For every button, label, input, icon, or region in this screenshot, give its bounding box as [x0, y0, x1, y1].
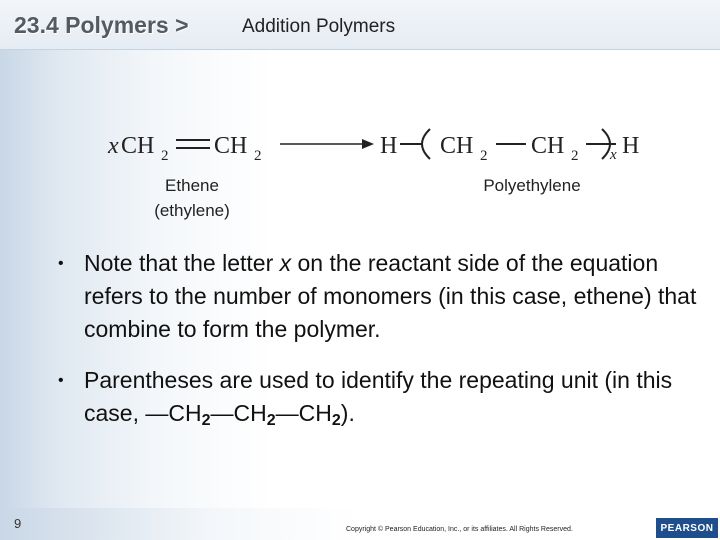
- bullet-note-x: • Note that the letter x on the reactant side of the equation refers to the number of monomers (in this case, ethene) that combine to form the polymer.: [58, 247, 698, 346]
- bullet-list: [58, 247, 698, 430]
- footer-band: [0, 508, 720, 540]
- product-ch-2: CH: [531, 133, 565, 159]
- reactant-sub-left: 2: [161, 148, 169, 164]
- pearson-logo: [656, 518, 718, 538]
- reactant-coefficient: x: [108, 133, 119, 159]
- label-ethene: Ethene: [165, 176, 219, 195]
- section-title: 23.4 Polymers >: [14, 12, 189, 38]
- copyright-notice: Copyright © Pearson Education, Inc., or its affiliates. All Rights Reserved.: [346, 526, 573, 533]
- product-sub-2: 2: [571, 148, 579, 164]
- logo-text: PEARSON: [660, 522, 714, 534]
- label-ethylene: (ethylene): [154, 201, 230, 220]
- reaction-arrow-head: [362, 139, 374, 149]
- product-ch-1: CH: [440, 133, 474, 159]
- product-h-right: H: [622, 133, 640, 159]
- reactant-ch-right: CH: [214, 133, 248, 159]
- slide-subtitle: Addition Polymers: [242, 16, 396, 37]
- bullet-marker: •: [58, 255, 64, 272]
- variable-x: x: [279, 250, 292, 276]
- label-polyethylene: Polyethylene: [483, 176, 581, 195]
- product-h-left: H: [380, 133, 398, 159]
- reactant-ch-left: CH: [121, 133, 155, 159]
- reactant-sub-right: 2: [254, 148, 262, 164]
- product-subscript-x: x: [610, 147, 617, 163]
- bullet-parentheses: • Parentheses are used to identify the repeating unit (in this case, $—CH_2—CH_2—CH_2$).: [58, 364, 698, 430]
- product-sub-1: 2: [480, 148, 488, 164]
- page-number: 9: [14, 516, 22, 531]
- bullet-marker: •: [58, 372, 64, 389]
- polymerization-equation: [100, 125, 660, 225]
- open-parenthesis: [422, 129, 430, 159]
